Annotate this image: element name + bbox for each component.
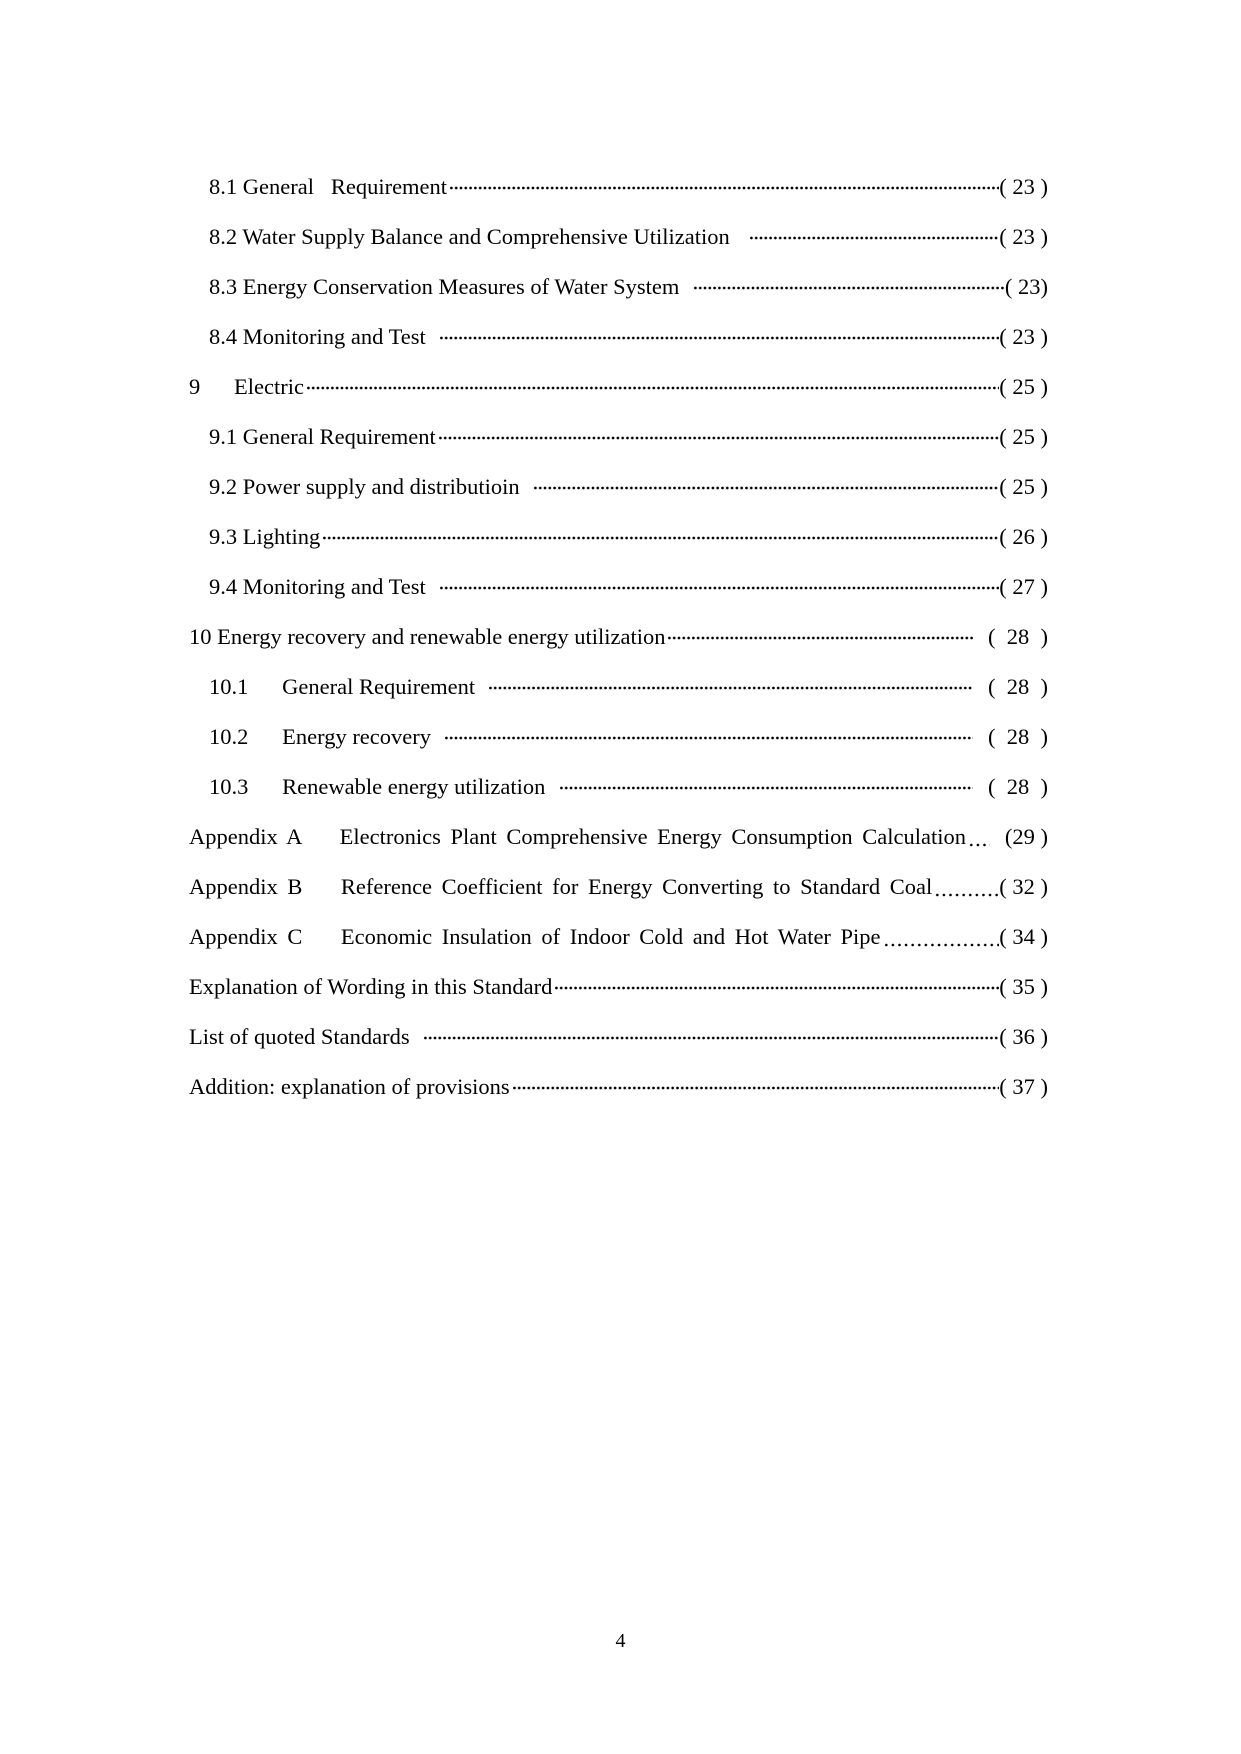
toc-entry-page-number: ( 28 ) <box>988 674 1048 699</box>
dot-leader <box>439 312 999 362</box>
toc-entry-label: 10.2 Energy recovery <box>209 724 443 749</box>
toc-entry-label: 8.4 Monitoring and Test <box>209 324 437 349</box>
dot-leader <box>749 212 1000 262</box>
dot-leader <box>322 512 999 562</box>
dot-leader <box>693 262 1005 312</box>
toc-entry <box>189 362 1048 412</box>
toc-entry-page-number: ( 37 ) <box>999 1074 1048 1099</box>
toc-entry-page-number: ( 25 ) <box>999 374 1048 399</box>
page-number: 4 <box>615 1630 626 1652</box>
toc-entry-label: 9.1 General Requirement <box>209 424 436 449</box>
toc-entry-label: 8.2 Water Supply Balance and Comprehensive Utilization <box>209 224 747 249</box>
toc-entry-label: 10 Energy recovery and renewable energy utilization <box>189 624 666 649</box>
page-footer <box>0 1626 1241 1656</box>
toc-entry-page-number: ( 34 ) <box>999 924 1048 949</box>
table-of-contents <box>189 162 1048 1112</box>
toc-entry <box>189 1062 1048 1112</box>
dot-leader <box>444 712 973 762</box>
dot-leader <box>449 162 999 212</box>
toc-entry <box>189 962 1048 1012</box>
toc-entry-page-number: (29 ) <box>1004 824 1048 849</box>
toc-entry-label: 10.3 Renewable energy utilization <box>209 774 557 799</box>
toc-entry-label: Appendix C Economic Insulation of Indoor Cold and Hot Water Pipe <box>189 924 881 949</box>
toc-entry-page-number: ( 32 ) <box>999 874 1048 899</box>
toc-entry-label: List of quoted Standards <box>189 1024 421 1049</box>
dot-leader <box>306 362 999 412</box>
dot-leader <box>488 662 973 712</box>
toc-entry <box>189 512 1048 562</box>
dot-leader <box>533 462 999 512</box>
toc-entry <box>189 312 1048 362</box>
toc-entry <box>189 262 1048 312</box>
toc-entry-page-number: ( 27 ) <box>999 574 1048 599</box>
toc-entry-page-number: ( 23 ) <box>999 224 1048 249</box>
toc-entry <box>189 762 1048 812</box>
dot-leader <box>554 962 999 1012</box>
toc-entry <box>189 912 1048 962</box>
toc-entry <box>189 412 1048 462</box>
toc-entry-page-number: ( 23 ) <box>999 174 1048 199</box>
toc-entry <box>189 562 1048 612</box>
dot-leader <box>438 412 999 462</box>
toc-entry-page-number: ( 28 ) <box>988 724 1048 749</box>
toc-entry-page-number: ( 28 ) <box>988 624 1048 649</box>
toc-entry-label: 9.4 Monitoring and Test <box>209 574 437 599</box>
toc-entry-label: Appendix A Electronics Plant Comprehensive Energy Consumption Calculation <box>189 824 966 849</box>
dot-leader <box>883 912 1000 962</box>
toc-entry <box>189 812 1048 862</box>
toc-entry <box>189 662 1048 712</box>
toc-entry-label: 9.2 Power supply and distributioin <box>209 474 531 499</box>
toc-entry-page-number: ( 35 ) <box>999 974 1048 999</box>
toc-entry <box>189 162 1048 212</box>
toc-entry-page-number: ( 23 ) <box>999 324 1048 349</box>
toc-entry-page-number: ( 26 ) <box>999 524 1048 549</box>
dot-leader <box>667 612 973 662</box>
toc-entry-label: 9.3 Lighting <box>209 524 321 549</box>
dot-leader <box>423 1012 999 1062</box>
toc-entry-page-number: ( 28 ) <box>988 774 1048 799</box>
dot-leader <box>559 762 973 812</box>
toc-entry <box>189 1012 1048 1062</box>
toc-entry-page-number: ( 23) <box>1004 274 1048 299</box>
dot-leader <box>439 562 999 612</box>
toc-entry-page-number: ( 25 ) <box>999 474 1048 499</box>
toc-entry <box>189 612 1048 662</box>
toc-entry-label: 8.1 General Requirement <box>209 174 448 199</box>
dot-leader <box>968 812 990 862</box>
toc-entry-label: 10.1 General Requirement <box>209 674 487 699</box>
toc-entry <box>189 212 1048 262</box>
dot-leader <box>934 862 999 912</box>
toc-entry-label: Explanation of Wording in this Standard <box>189 974 553 999</box>
toc-entry <box>189 712 1048 762</box>
toc-entry-page-number: ( 25 ) <box>999 424 1048 449</box>
toc-entry <box>189 862 1048 912</box>
dot-leader <box>512 1062 1000 1112</box>
toc-entry-page-number: ( 36 ) <box>999 1024 1048 1049</box>
toc-entry-label: 9 Electric <box>189 374 304 399</box>
toc-entry <box>189 462 1048 512</box>
toc-entry-label: Addition: explanation of provisions <box>189 1074 510 1099</box>
toc-entry-label: 8.3 Energy Conservation Measures of Water System <box>209 274 691 299</box>
toc-entry-label: Appendix B Reference Coefficient for Energy Converting to Standard Coal <box>189 874 933 899</box>
